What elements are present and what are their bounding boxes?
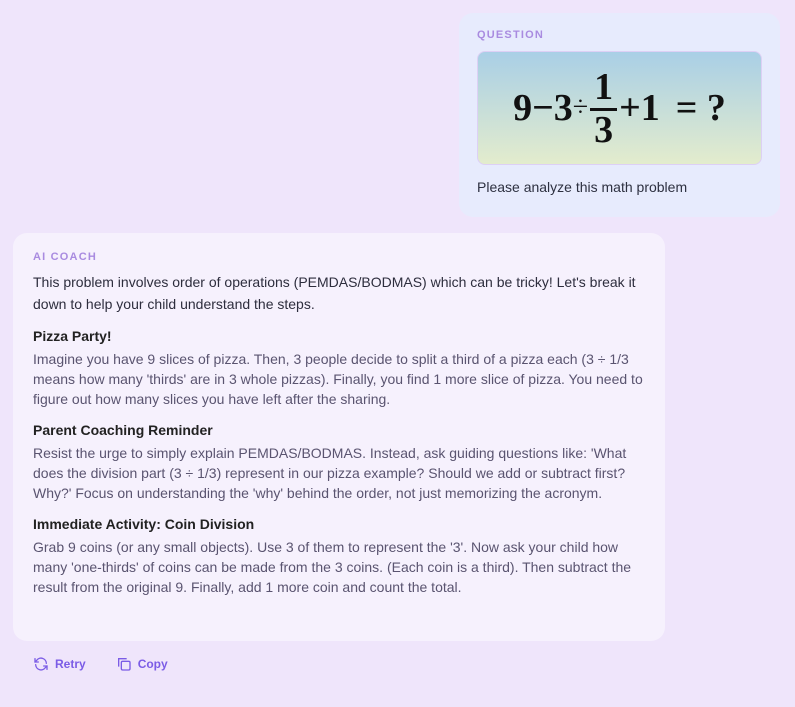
math-term: 3	[553, 87, 573, 129]
copy-button[interactable]	[116, 656, 168, 672]
copy-icon	[116, 656, 132, 672]
fraction-numerator: 1	[590, 68, 617, 111]
math-term: 1	[640, 87, 660, 129]
coach-response-card	[13, 233, 665, 641]
math-term: 9	[513, 87, 533, 129]
section-title: Parent Coaching Reminder	[33, 422, 213, 438]
math-operator: −	[532, 87, 554, 129]
retry-label: Retry	[55, 657, 86, 671]
math-problem-image	[477, 51, 762, 165]
question-label: QUESTION	[477, 29, 545, 41]
response-actions	[33, 656, 168, 672]
math-operator: +	[619, 87, 641, 129]
coach-intro: This problem involves order of operations (PEMDAS/BODMAS) which can be tricky! Let's break it down to help your child understand the steps.	[33, 274, 636, 312]
fraction-denominator: 3	[594, 108, 614, 151]
question-card	[459, 13, 780, 217]
coach-label: AI COACH	[33, 251, 97, 263]
question-text: Please analyze this math problem	[477, 179, 688, 195]
retry-button[interactable]	[33, 656, 86, 672]
section-title: Immediate Activity: Coin Division	[33, 516, 255, 532]
math-operator: ÷	[572, 92, 589, 123]
section-body: Resist the urge to simply explain PEMDAS/BODMAS. Instead, ask guiding questions like: 'What does the division part (3 ÷ 1/3) represent in our pizza example? Should we add or subtract first? Why?' Focus on understanding the 'why' behind the order, not just memorizing the acronym.	[33, 445, 627, 501]
math-fraction	[590, 65, 617, 151]
section-title: Pizza Party!	[33, 328, 112, 344]
section-body: Grab 9 coins (or any small objects). Use 3 of them to represent the '3'. Now ask your child how many 'one-thirds' of coins can be made from the 3 coins. (Each coin is a third). Then subtract the result from the original 9. Finally, add 1 more coin and count the total.	[33, 539, 632, 595]
refresh-icon	[33, 656, 49, 672]
copy-label: Copy	[137, 657, 168, 671]
math-equals: = ?	[675, 87, 726, 129]
section-body: Imagine you have 9 slices of pizza. Then, 3 people decide to split a third of a pizza each (3 ÷ 1/3 means how many 'thirds' are in 3 whole pizzas). Finally, you find 1 more slice of pizza. You need to figure out how many slices you have left after the sharing.	[33, 351, 643, 407]
